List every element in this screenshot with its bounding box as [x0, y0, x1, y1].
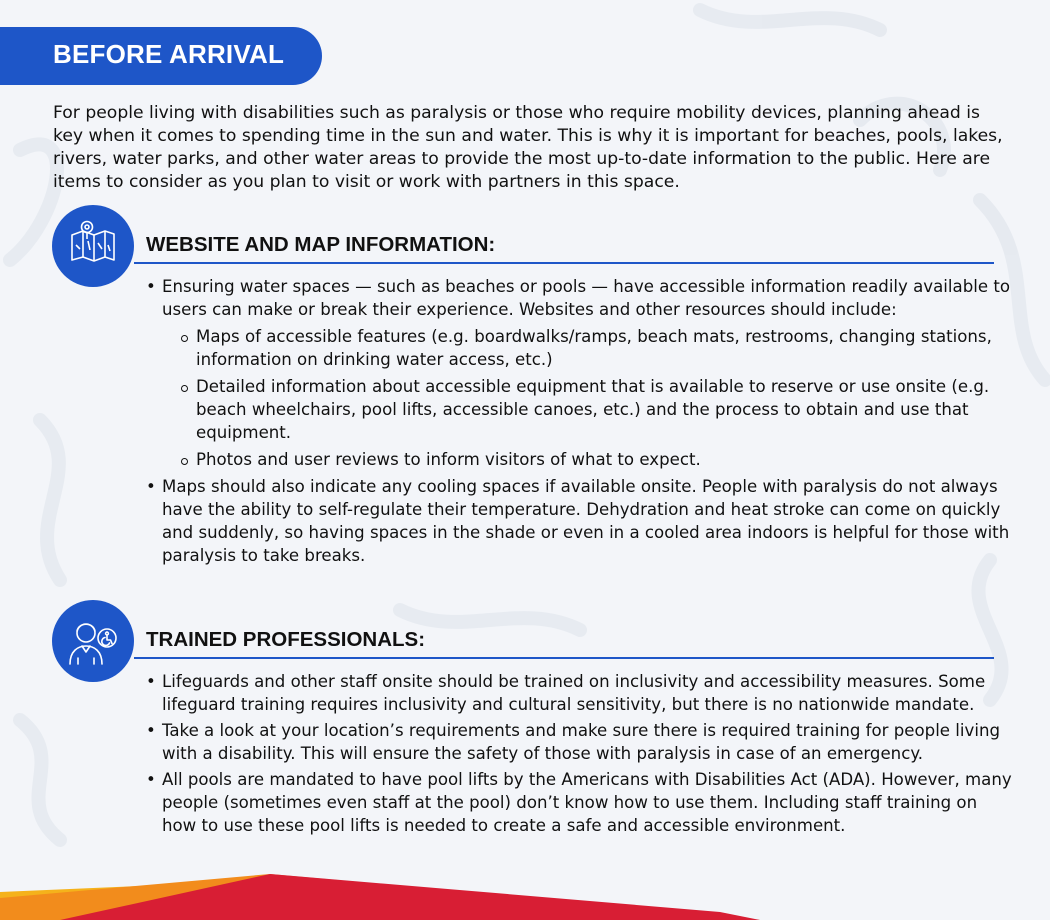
sub-list-item: Maps of accessible features (e.g. boardwalks/ramps, beach mats, restrooms, changing stations, information on drinking water access, etc.) — [180, 325, 1016, 371]
section-divider — [134, 657, 994, 659]
list-item: • Lifeguards and other staff onsite should be trained on inclusivity and accessibility measures. Some lifeguard training requires inclusivity and cultural sensitivity, but there is no nationwide mandate. — [146, 670, 1016, 716]
list-item: • Take a look at your location’s requirements and make sure there is required training for people living with a disability. This will ensure the safety of those with paralysis in case of an emergency. — [146, 719, 1016, 765]
section-heading: WEBSITE AND MAP INFORMATION: — [146, 233, 496, 256]
intro-paragraph: For people living with disabilities such as paralysis or those who require mobility devices, planning ahead is key when it comes to spending time in the sun and water. This is why it is important for beaches, pools, lakes, rivers, water parks, and other water areas to provide the most up-to-date information to the public. Here are items to consider as you plan to visit or work with partners in this space. — [53, 103, 1003, 192]
header-banner — [0, 27, 322, 85]
list-item: • Maps should also indicate any cooling spaces if available onsite. People with paralysis do not always have the ability to self-regulate their temperature. Dehydration and heat stroke can come on quickly and suddenly, so having spaces in the shade or even in a cooled area indoors is helpful for those with paralysis to take breaks. — [146, 475, 1016, 567]
footer-decorative-stripes — [0, 860, 1050, 920]
page-title: BEFORE ARRIVAL — [53, 39, 285, 69]
map-icon — [52, 205, 134, 287]
professional-accessibility-icon — [52, 600, 134, 682]
list-item: • All pools are mandated to have pool lifts by the Americans with Disabilities Act (ADA). However, many people (sometimes even staff at the pool) don’t know how to use them. Including staff training on how to use these pool lifts is needed to create a safe and accessible environment. — [146, 768, 1016, 837]
sub-list — [162, 325, 1016, 471]
sub-list-item: Detailed information about accessible equipment that is available to reserve or use onsite (e.g. beach wheelchairs, pool lifts, accessible canoes, etc.) and the process to obtain and use that equipment. — [180, 375, 1016, 444]
section-heading: TRAINED PROFESSIONALS: — [146, 628, 426, 651]
section-divider — [134, 262, 994, 264]
bullet-list — [146, 275, 1016, 570]
list-item — [146, 275, 1016, 471]
bullet-list — [146, 670, 1016, 840]
list-item-text: Ensuring water spaces — such as beaches or pools — have accessible information readily available to users can make or break their experience. Websites and other resources should include: — [162, 277, 1010, 319]
sub-list-item: Photos and user reviews to inform visitors of what to expect. — [180, 448, 1016, 471]
footer-red-stripe — [60, 874, 760, 920]
